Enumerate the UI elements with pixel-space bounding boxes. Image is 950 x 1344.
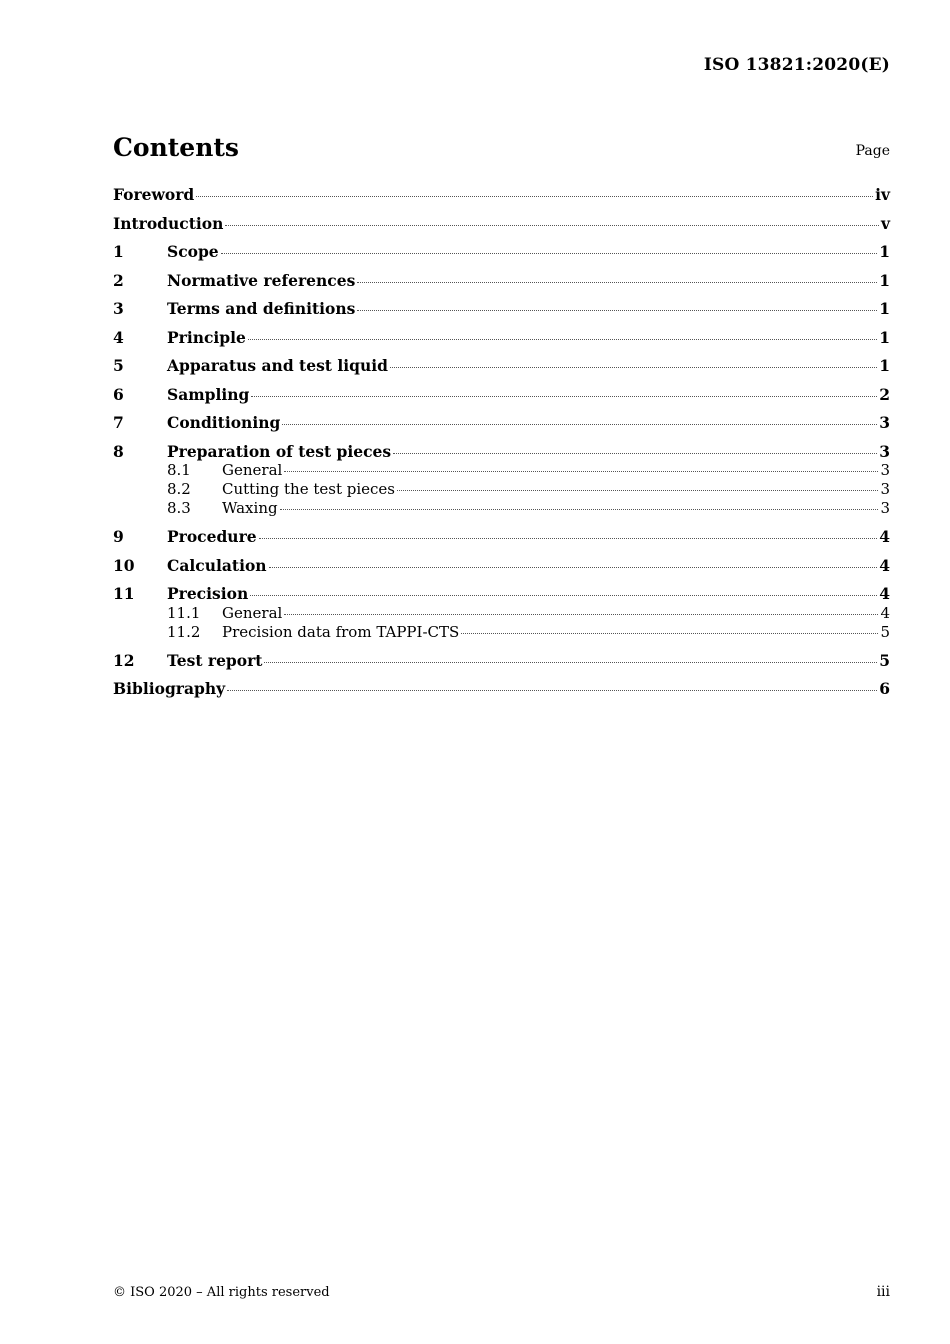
toc-dot-leader [250, 595, 877, 596]
toc-entry[interactable] [113, 413, 890, 442]
toc-entry[interactable] [113, 556, 890, 585]
toc-entry-title: Normative references [167, 270, 356, 290]
toc-entry-page: 1 [879, 270, 890, 290]
toc-entry-title: Preparation of test pieces [167, 441, 392, 461]
toc-entry-title: Sampling [167, 384, 250, 404]
toc-entry-page: 1 [879, 242, 890, 261]
table-of-contents [113, 185, 890, 708]
toc-dot-leader [221, 253, 878, 254]
toc-entry[interactable] [113, 299, 890, 328]
toc-entry-number: 8.1 [167, 461, 191, 479]
toc-entry-title: Procedure [167, 527, 257, 546]
copyright-notice: © ISO 2020 – All rights reserved [113, 1285, 330, 1300]
toc-entry-number: 11.1 [167, 603, 201, 622]
toc-dot-leader [280, 509, 879, 510]
toc-dot-leader [357, 310, 877, 311]
toc-dot-leader [397, 490, 878, 491]
toc-entry-title: Test report [167, 650, 263, 670]
toc-entry-title: Foreword [113, 185, 195, 204]
toc-dot-leader [196, 196, 873, 197]
toc-entry-page: 3 [880, 499, 890, 517]
toc-entry-page: v [880, 213, 890, 233]
toc-entry-number: 3 [113, 299, 124, 318]
page-number: iii [876, 1284, 890, 1300]
toc-entry-page: 1 [879, 356, 890, 375]
page-column-label: Page [855, 143, 890, 159]
toc-dot-leader [269, 567, 878, 568]
toc-entry-title: Scope [167, 242, 219, 261]
toc-entry-title: Precision [167, 584, 249, 603]
toc-entry-page: 4 [879, 527, 890, 546]
page-title: Contents [113, 133, 240, 162]
toc-entry-number: 10 [113, 555, 135, 575]
toc-entry-number: 12 [113, 650, 135, 670]
toc-entry-page: 3 [879, 441, 890, 461]
toc-entry[interactable] [113, 461, 890, 480]
toc-entry[interactable] [113, 527, 890, 556]
toc-entry-title: General [222, 461, 283, 479]
toc-entry-number: 7 [113, 413, 124, 432]
toc-entry-title: Introduction [113, 213, 224, 233]
toc-entry-number: 9 [113, 527, 124, 546]
toc-entry-number: 8 [113, 441, 124, 461]
toc-entry-page: 4 [880, 603, 890, 622]
toc-entry-title: Conditioning [167, 413, 281, 432]
toc-entry[interactable] [113, 242, 890, 271]
document-id: ISO 13821:2020(E) [703, 55, 890, 75]
toc-entry-number: 11 [113, 584, 135, 603]
toc-dot-leader [390, 367, 877, 368]
toc-entry[interactable] [113, 480, 890, 499]
toc-entry-number: 6 [113, 384, 124, 404]
toc-entry-number: 2 [113, 270, 124, 290]
toc-entry-page: 5 [879, 650, 890, 670]
toc-entry[interactable] [113, 214, 890, 243]
toc-entry-title: Calculation [167, 555, 267, 575]
toc-entry-title: Terms and definitions [167, 299, 356, 318]
toc-dot-leader [357, 282, 877, 283]
toc-dot-leader [284, 471, 878, 472]
toc-entry-title: General [222, 603, 283, 622]
toc-entry-title: Principle [167, 327, 246, 347]
toc-dot-leader [259, 538, 878, 539]
toc-entry-page: 2 [879, 384, 890, 404]
toc-entry-page: 4 [879, 555, 890, 575]
toc-entry-page: 3 [880, 480, 890, 498]
toc-dot-leader [393, 453, 877, 454]
toc-entry-title: Precision data from TAPPI-CTS [222, 622, 460, 641]
toc-entry-page: 1 [879, 299, 890, 318]
toc-dot-leader [264, 662, 877, 663]
toc-entry-title: Bibliography [113, 679, 226, 698]
toc-entry[interactable] [113, 328, 890, 357]
toc-entry-page: 6 [879, 679, 890, 698]
toc-dot-leader [248, 339, 877, 340]
toc-entry-page: 3 [880, 461, 890, 479]
toc-entry-title: Apparatus and test liquid [167, 356, 388, 375]
toc-entry[interactable] [113, 271, 890, 300]
toc-entry-page: 1 [879, 327, 890, 347]
toc-entry-number: 1 [113, 242, 124, 261]
toc-entry-page: iv [875, 185, 890, 204]
toc-dot-leader [251, 396, 877, 397]
toc-dot-leader [225, 225, 879, 226]
toc-entry-title: Cutting the test pieces [222, 480, 396, 498]
toc-entry-number: 8.3 [167, 499, 191, 517]
toc-dot-leader [284, 614, 878, 615]
toc-entry-page: 5 [880, 622, 890, 641]
toc-entry[interactable] [113, 651, 890, 680]
toc-entry[interactable] [113, 679, 890, 708]
toc-entry[interactable] [113, 623, 890, 642]
toc-entry[interactable] [113, 499, 890, 518]
toc-entry-number: 4 [113, 327, 124, 347]
toc-entry-page: 4 [879, 584, 890, 603]
toc-entry[interactable] [113, 356, 890, 385]
toc-entry-page: 3 [879, 413, 890, 432]
toc-dot-leader [282, 424, 877, 425]
toc-entry-number: 5 [113, 356, 124, 375]
toc-entry[interactable] [113, 385, 890, 414]
toc-entry-title: Waxing [222, 499, 278, 517]
toc-entry-number: 8.2 [167, 480, 191, 498]
toc-dot-leader [461, 633, 878, 634]
toc-entry-number: 11.2 [167, 622, 201, 641]
toc-dot-leader [227, 690, 877, 691]
toc-entry[interactable] [113, 185, 890, 214]
toc-entry[interactable] [113, 604, 890, 623]
